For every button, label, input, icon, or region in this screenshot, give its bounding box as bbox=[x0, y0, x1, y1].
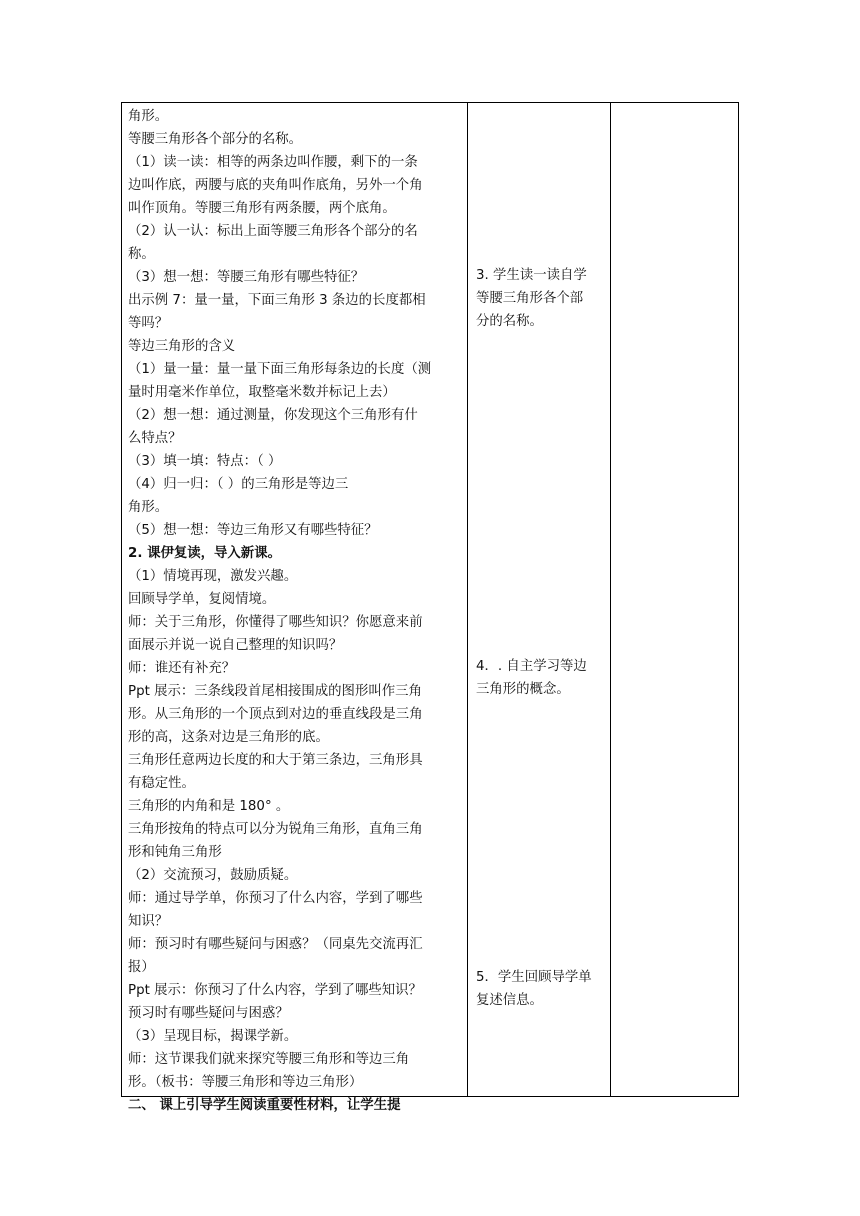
text-line: 回顾导学单，复阅情境。 bbox=[128, 592, 276, 607]
text-line: （3）呈现目标，揭课学新。 bbox=[128, 1029, 298, 1044]
fill-in-blank-line: （4）归一归：（ ）的三角形是等边三 bbox=[128, 477, 349, 492]
text-line: 分的名称。 bbox=[476, 314, 543, 329]
text-line: 报） bbox=[128, 960, 155, 975]
text-line: Ppt 展示：你预习了什么内容，学到了哪些知识？ bbox=[128, 983, 422, 998]
text-line: （1）读一读：相等的两条边叫作腰，剩下的一条 bbox=[128, 155, 418, 170]
student-activity-note bbox=[476, 966, 606, 1012]
text-line: 知识？ bbox=[128, 914, 169, 929]
text-line: 等边三角形的含义 bbox=[128, 339, 236, 354]
text-line: 等腰三角形各个部 bbox=[476, 291, 584, 306]
text-line: 三角形的概念。 bbox=[476, 682, 570, 697]
text-line: 三角形按角的特点可以分为锐角三角形，直角三角 bbox=[128, 822, 423, 837]
student-activity-note bbox=[476, 655, 606, 701]
text-line: 形和钝角三角形 bbox=[128, 845, 222, 860]
text-line: 么特点？ bbox=[128, 431, 182, 446]
text-line: 叫作顶角。等腰三角形有两条腰，两个底角。 bbox=[128, 201, 396, 216]
text-line: 3. 学生读一读自学 bbox=[476, 268, 587, 283]
text-line: 师：预习时有哪些疑问与困惑？（同桌先交流再汇 bbox=[128, 937, 423, 952]
text-line: 出示例 7：量一量，下面三角形 3 条边的长度都相 bbox=[128, 293, 426, 308]
text-line: 三角形的内角和是 180° 。 bbox=[128, 799, 290, 814]
text-line: （2）认一认：标出上面等腰三角形各个部分的名 bbox=[128, 224, 418, 239]
text-line: （1）情境再现，激发兴趣。 bbox=[128, 569, 298, 584]
text-line: 4．. 自主学习等边 bbox=[476, 659, 587, 674]
text-line: 形。从三角形的一个顶点到对边的垂直线段是三角 bbox=[128, 707, 423, 722]
text-line: （2）交流预习，鼓励质疑。 bbox=[128, 868, 298, 883]
text-line: 等吗？ bbox=[128, 316, 169, 331]
text-line: 三角形任意两边长度的和大于第三条边，三角形具 bbox=[128, 753, 423, 768]
text-line: （5）想一想：等边三角形又有哪些特征？ bbox=[128, 523, 378, 538]
text-line: 有稳定性。 bbox=[128, 776, 195, 791]
text-line: Ppt 展示：三条线段首尾相接围成的图形叫作三角 bbox=[128, 684, 422, 699]
section-heading: 二、 课上引导学生阅读重要性材料，让学生提 bbox=[128, 1098, 401, 1113]
lesson-plan-table bbox=[121, 102, 739, 1113]
text-line: 等腰三角形各个部分的名称。 bbox=[128, 132, 303, 147]
text-line: 预习时有哪些疑问与困惑？ bbox=[128, 1006, 289, 1021]
fill-in-blank-line: （3）填一填：特点：（ ） bbox=[128, 454, 282, 469]
text-line: 边叫作底，两腰与底的夹角叫作底角，另外一个角 bbox=[128, 178, 423, 193]
text-line: 复述信息。 bbox=[476, 993, 543, 1008]
text-line: 师：关于三角形，你懂得了哪些知识？你愿意来前 bbox=[128, 615, 423, 630]
text-line: 师：通过导学单，你预习了什么内容，学到了哪些 bbox=[128, 891, 423, 906]
student-activity-note bbox=[476, 264, 606, 333]
text-line: 5．学生回顾导学单 bbox=[476, 970, 592, 985]
text-line: 称。 bbox=[128, 247, 155, 262]
text-line: （3）想一想：等腰三角形有哪些特征？ bbox=[128, 270, 365, 285]
text-line: （1）量一量：量一量下面三角形每条边的长度（测 bbox=[128, 362, 432, 377]
teacher-activity-cell bbox=[128, 105, 462, 1117]
text-line: 量时用毫米作单位，取整毫米数并标记上去） bbox=[128, 385, 396, 400]
column-divider bbox=[467, 103, 468, 1096]
text-line: 角形。 bbox=[128, 500, 169, 515]
text-line: 师：谁还有补充？ bbox=[128, 661, 236, 676]
text-line: 师：这节课我们就来探究等腰三角形和等边三角 bbox=[128, 1052, 410, 1067]
text-line: 角形。 bbox=[128, 109, 169, 124]
column-divider bbox=[610, 103, 611, 1096]
text-line: 形。（板书：等腰三角形和等边三角形） bbox=[128, 1075, 363, 1090]
text-line: 面展示并说一说自己整理的知识吗？ bbox=[128, 638, 343, 653]
text-line: 形的高，这条对边是三角形的底。 bbox=[128, 730, 329, 745]
section-heading: 2. 课伊复读，导入新课。 bbox=[128, 546, 281, 561]
text-line: （2）想一想：通过测量，你发现这个三角形有什 bbox=[128, 408, 418, 423]
